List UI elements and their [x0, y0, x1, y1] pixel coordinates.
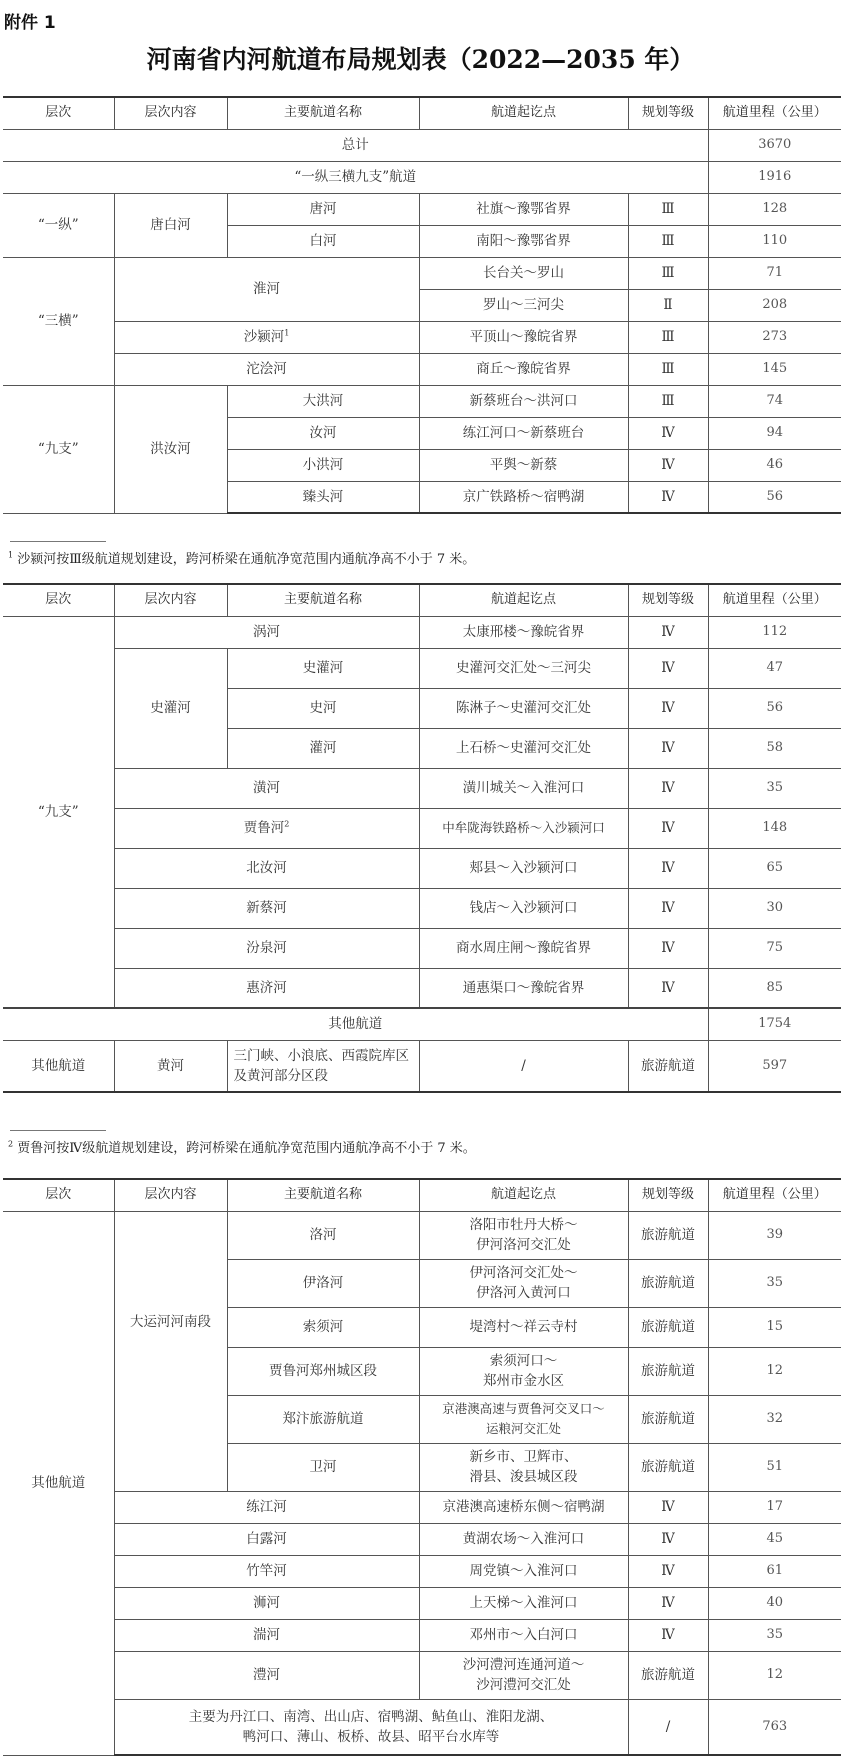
- route-name: 三门峡、小浪底、西霞院库区及黄河部分区段: [227, 1040, 419, 1092]
- table-row: [3, 968, 841, 1008]
- footnote-divider: [10, 1130, 106, 1131]
- route-grade: 旅游航道: [628, 1443, 708, 1491]
- route-km: 74: [708, 385, 841, 417]
- table-row: [3, 616, 841, 648]
- route-grade: Ⅳ: [628, 888, 708, 928]
- route-name: 白露河: [114, 1523, 419, 1555]
- route-grade: Ⅲ: [628, 257, 708, 289]
- route-name: 唐河: [227, 193, 419, 225]
- route-km: 35: [708, 768, 841, 808]
- route-span: 罗山～三河尖: [419, 289, 628, 321]
- table-row: [3, 928, 841, 968]
- route-km: 145: [708, 353, 841, 385]
- route-name: 练江河: [114, 1491, 419, 1523]
- route-span: 周党镇～入淮河口: [419, 1555, 628, 1587]
- route-grade: Ⅲ: [628, 225, 708, 257]
- route-km: 32: [708, 1395, 841, 1443]
- route-grade: 旅游航道: [628, 1211, 708, 1259]
- route-name: 小洪河: [227, 449, 419, 481]
- footnote-text: 沙颍河按Ⅲ级航道规划建设，跨河桥梁在通航净宽范围内通航净高不小于 7 米。: [17, 552, 476, 567]
- route-grade: Ⅳ: [628, 808, 708, 848]
- route-km: 17: [708, 1491, 841, 1523]
- reservoirs-description: [114, 1699, 628, 1755]
- table-row: [3, 848, 841, 888]
- route-name: 北汝河: [114, 848, 419, 888]
- other-routes-row: [3, 1008, 841, 1040]
- route-km: 597: [708, 1040, 841, 1092]
- content-hongruhe: 洪汝河: [114, 385, 227, 513]
- footnote-2: [8, 1137, 476, 1156]
- table-row: [3, 1211, 841, 1259]
- route-name: 浉河: [114, 1587, 419, 1619]
- header-mileage: 航道里程（公里）: [708, 584, 841, 616]
- route-span: [419, 1443, 628, 1491]
- route-grade: Ⅱ: [628, 289, 708, 321]
- route-km: 56: [708, 688, 841, 728]
- route-km: 39: [708, 1211, 841, 1259]
- header-grade: 规划等级: [628, 584, 708, 616]
- route-grade: Ⅳ: [628, 648, 708, 688]
- route-span: 堤湾村～祥云寺村: [419, 1307, 628, 1347]
- level-other: 其他航道: [3, 1211, 114, 1755]
- route-grade: Ⅲ: [628, 353, 708, 385]
- header-level: 层次: [3, 584, 114, 616]
- route-km: 46: [708, 449, 841, 481]
- route-grade: Ⅳ: [628, 728, 708, 768]
- route-name: 沱浍河: [114, 353, 419, 385]
- route-name: 史灌河: [227, 648, 419, 688]
- route-grade: Ⅳ: [628, 1619, 708, 1651]
- route-km: 35: [708, 1619, 841, 1651]
- route-grade: Ⅳ: [628, 768, 708, 808]
- route-name: 大洪河: [227, 385, 419, 417]
- route-span: 长台关～罗山: [419, 257, 628, 289]
- route-span: [419, 1347, 628, 1395]
- route-grade: Ⅳ: [628, 481, 708, 513]
- header-route-name: 主要航道名称: [227, 584, 419, 616]
- route-name: 潢河: [114, 768, 419, 808]
- route-span-line: 新乡市、卫辉市、: [469, 1449, 578, 1465]
- route-km: 763: [708, 1699, 841, 1755]
- route-name-jialuhe: [114, 808, 419, 848]
- route-km: 148: [708, 808, 841, 848]
- route-km: 208: [708, 289, 841, 321]
- table-row: [3, 808, 841, 848]
- route-span: 平舆～新蔡: [419, 449, 628, 481]
- route-km: 12: [708, 1651, 841, 1699]
- table-part-2: [3, 583, 841, 1093]
- total-value: 3670: [708, 129, 841, 161]
- route-km: 112: [708, 616, 841, 648]
- route-grade: Ⅲ: [628, 321, 708, 353]
- table-row: [3, 768, 841, 808]
- reservoirs-line: 主要为丹江口、南湾、出山店、宿鸭湖、鲇鱼山、淮阳龙湖、: [188, 1708, 554, 1725]
- table-row: [3, 648, 841, 688]
- route-name: 沙颍河: [243, 329, 285, 345]
- route-span: 平顶山～豫皖省界: [419, 321, 628, 353]
- route-span-line: 洛阳市牡丹大桥～: [469, 1217, 578, 1233]
- route-span: [419, 1259, 628, 1307]
- route-km: 51: [708, 1443, 841, 1491]
- header-start-end: 航道起讫点: [419, 1179, 628, 1211]
- route-km: 47: [708, 648, 841, 688]
- route-grade: Ⅲ: [628, 385, 708, 417]
- route-name: 白河: [227, 225, 419, 257]
- route-name: 澧河: [114, 1651, 419, 1699]
- route-grade: Ⅳ: [628, 417, 708, 449]
- header-level: 层次: [3, 97, 114, 129]
- route-span: 上天梯～入淮河口: [419, 1587, 628, 1619]
- route-span: 钱店～入沙颍河口: [419, 888, 628, 928]
- route-span: 上石桥～史灌河交汇处: [419, 728, 628, 768]
- main-routes-label: “一纵三横九支”航道: [3, 161, 708, 193]
- route-span: 黄湖农场～入淮河口: [419, 1523, 628, 1555]
- route-name: 新蔡河: [114, 888, 419, 928]
- route-km: 40: [708, 1587, 841, 1619]
- route-span: 史灌河交汇处～三河尖: [419, 648, 628, 688]
- route-km: 273: [708, 321, 841, 353]
- route-km: 61: [708, 1555, 841, 1587]
- route-span: 新蔡班台～洪河口: [419, 385, 628, 417]
- page-title: 河南省内河航道布局规划表（2022—2035 年）: [146, 45, 695, 74]
- table-row: [3, 385, 841, 417]
- route-grade: Ⅳ: [628, 688, 708, 728]
- route-span: 商水周庄闸～豫皖省界: [419, 928, 628, 968]
- other-routes-value: 1754: [708, 1008, 841, 1040]
- route-grade: /: [628, 1699, 708, 1755]
- total-row: [3, 129, 841, 161]
- attachment-label: 附件 1: [4, 13, 56, 33]
- table-row: [3, 1555, 841, 1587]
- level-sanheng: “三横”: [3, 257, 114, 385]
- route-name: 汝河: [227, 417, 419, 449]
- route-grade: Ⅳ: [628, 968, 708, 1008]
- content-shiguanhe: 史灌河: [114, 648, 227, 768]
- table-row: [3, 1491, 841, 1523]
- route-name: 湍河: [114, 1619, 419, 1651]
- route-name: 史河: [227, 688, 419, 728]
- route-km: 110: [708, 225, 841, 257]
- footnote-ref: 2: [284, 819, 290, 829]
- route-span: 社旗～豫鄂省界: [419, 193, 628, 225]
- route-span: 邓州市～入白河口: [419, 1619, 628, 1651]
- header-level-content: 层次内容: [114, 584, 227, 616]
- footnote-ref: 1: [284, 328, 290, 338]
- route-km: 58: [708, 728, 841, 768]
- table-row: [3, 257, 841, 289]
- header-start-end: 航道起讫点: [419, 584, 628, 616]
- footnote-text: 贾鲁河按Ⅳ级航道规划建设，跨河桥梁在通航净宽范围内通航净高不小于 7 米。: [17, 1141, 476, 1156]
- main-routes-row: [3, 161, 841, 193]
- route-name: 贾鲁河: [243, 820, 285, 836]
- route-span: 商丘～豫皖省界: [419, 353, 628, 385]
- route-grade: Ⅳ: [628, 616, 708, 648]
- level-other: 其他航道: [3, 1040, 114, 1092]
- route-grade: Ⅳ: [628, 848, 708, 888]
- content-grand-canal: 大运河河南段: [114, 1211, 227, 1491]
- route-name: 灌河: [227, 728, 419, 768]
- table-row: [3, 1651, 841, 1699]
- route-name: 竹竿河: [114, 1555, 419, 1587]
- route-name: 贾鲁河郑州城区段: [227, 1347, 419, 1395]
- route-span: [419, 1651, 628, 1699]
- route-grade: Ⅳ: [628, 1523, 708, 1555]
- route-name: 索须河: [227, 1307, 419, 1347]
- route-grade: 旅游航道: [628, 1347, 708, 1395]
- route-grade: 旅游航道: [628, 1395, 708, 1443]
- table-row: [3, 1040, 841, 1092]
- route-span-line: 沙河澧河交汇处: [476, 1677, 571, 1693]
- table-row: [3, 1619, 841, 1651]
- route-km: 35: [708, 1259, 841, 1307]
- footnote-mark: 1: [8, 550, 14, 560]
- table-row: [3, 193, 841, 225]
- table-part-1: [3, 96, 841, 514]
- level-jiuzhi: “九支”: [3, 385, 114, 513]
- route-name: 涡河: [114, 616, 419, 648]
- route-grade: 旅游航道: [628, 1651, 708, 1699]
- route-grade: 旅游航道: [628, 1259, 708, 1307]
- table-part-3: [3, 1178, 841, 1756]
- route-name: 洛河: [227, 1211, 419, 1259]
- table-row: [3, 1523, 841, 1555]
- route-span-line: 伊洛河入黄河口: [476, 1285, 571, 1301]
- route-name-shayinghe: [114, 321, 419, 353]
- header-mileage: 航道里程（公里）: [708, 97, 841, 129]
- route-km: 30: [708, 888, 841, 928]
- header-start-end: 航道起讫点: [419, 97, 628, 129]
- route-span: 陈淋子～史灌河交汇处: [419, 688, 628, 728]
- table-header-row: [3, 1179, 841, 1211]
- header-level-content: 层次内容: [114, 1179, 227, 1211]
- route-span: 潢川城关～入淮河口: [419, 768, 628, 808]
- route-span-line: 伊河洛河交汇处: [476, 1237, 571, 1253]
- route-km: 45: [708, 1523, 841, 1555]
- route-name: 惠济河: [114, 968, 419, 1008]
- route-grade: 旅游航道: [628, 1307, 708, 1347]
- reservoirs-row: [3, 1699, 841, 1755]
- table-row: [3, 321, 841, 353]
- route-km: 85: [708, 968, 841, 1008]
- table-row: [3, 1587, 841, 1619]
- table-header-row: [3, 584, 841, 616]
- table-header-row: [3, 97, 841, 129]
- route-grade: 旅游航道: [628, 1040, 708, 1092]
- route-name: 郑汴旅游航道: [227, 1395, 419, 1443]
- route-km: 75: [708, 928, 841, 968]
- route-km: 128: [708, 193, 841, 225]
- route-name: 臻头河: [227, 481, 419, 513]
- route-km: 94: [708, 417, 841, 449]
- content-tangbaihe: 唐白河: [114, 193, 227, 257]
- other-routes-label: 其他航道: [3, 1008, 708, 1040]
- route-grade: Ⅳ: [628, 1491, 708, 1523]
- route-name: 汾泉河: [114, 928, 419, 968]
- route-span: 太康邢楼～豫皖省界: [419, 616, 628, 648]
- route-span-line: 沙河澧河连通河道～: [462, 1657, 585, 1673]
- route-span: 郏县～入沙颍河口: [419, 848, 628, 888]
- route-span-line: 伊河洛河交汇处～: [469, 1265, 578, 1281]
- route-grade: Ⅳ: [628, 1587, 708, 1619]
- main-routes-value: 1916: [708, 161, 841, 193]
- table-row: [3, 888, 841, 928]
- route-km: 15: [708, 1307, 841, 1347]
- route-grade: Ⅲ: [628, 193, 708, 225]
- route-span: 京港澳高速桥东侧～宿鸭湖: [419, 1491, 628, 1523]
- route-span: 练江河口～新蔡班台: [419, 417, 628, 449]
- route-span: 京广铁路桥～宿鸭湖: [419, 481, 628, 513]
- route-span: /: [419, 1040, 628, 1092]
- route-km: 71: [708, 257, 841, 289]
- route-span: 南阳～豫鄂省界: [419, 225, 628, 257]
- route-span-line: 郑州市金水区: [483, 1373, 564, 1389]
- content-huanghe: 黄河: [114, 1040, 227, 1092]
- route-grade: Ⅳ: [628, 449, 708, 481]
- route-span: 中牟陇海铁路桥～入沙颍河口: [419, 808, 628, 848]
- route-grade: Ⅳ: [628, 928, 708, 968]
- route-span-line: 滑县、浚县城区段: [469, 1469, 578, 1485]
- level-yizong: “一纵”: [3, 193, 114, 257]
- total-label: 总计: [3, 129, 708, 161]
- header-level-content: 层次内容: [114, 97, 227, 129]
- footnote-1: [8, 548, 475, 567]
- route-name: 伊洛河: [227, 1259, 419, 1307]
- header-mileage: 航道里程（公里）: [708, 1179, 841, 1211]
- footnote-mark: 2: [8, 1139, 14, 1149]
- table-row: [3, 353, 841, 385]
- route-span-line: 运粮河交汇处: [485, 1421, 561, 1436]
- level-jiuzhi: “九支”: [3, 616, 114, 1008]
- header-grade: 规划等级: [628, 1179, 708, 1211]
- route-grade: Ⅳ: [628, 1555, 708, 1587]
- footnote-divider: [10, 541, 106, 542]
- route-span-line: 京港澳高速与贾鲁河交叉口～: [442, 1401, 605, 1416]
- header-level: 层次: [3, 1179, 114, 1211]
- header-grade: 规划等级: [628, 97, 708, 129]
- route-km: 12: [708, 1347, 841, 1395]
- header-route-name: 主要航道名称: [227, 1179, 419, 1211]
- header-route-name: 主要航道名称: [227, 97, 419, 129]
- reservoirs-line: 鸭河口、薄山、板桥、故县、昭平台水库等: [242, 1728, 500, 1745]
- route-name-huaihe: 淮河: [114, 257, 419, 321]
- route-span-line: 索须河口～: [489, 1353, 558, 1369]
- route-km: 56: [708, 481, 841, 513]
- route-span: [419, 1211, 628, 1259]
- route-span: [419, 1395, 628, 1443]
- route-km: 65: [708, 848, 841, 888]
- route-name: 卫河: [227, 1443, 419, 1491]
- route-span: 通惠渠口～豫皖省界: [419, 968, 628, 1008]
